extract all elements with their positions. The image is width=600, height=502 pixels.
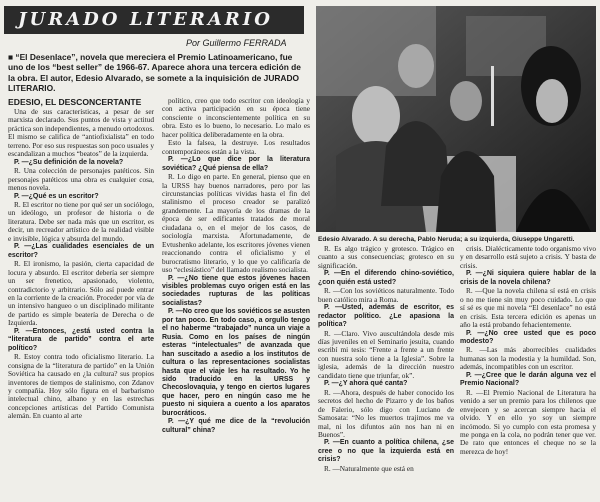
question-paragraph: P. —¿Qué es un escritor?: [14, 192, 99, 200]
question-paragraph: P. —¿No tiene que estos jóvenes hacen visibles problemas cuyo origen está en las sociedades rupturas de las políticas socialistas?: [162, 274, 310, 307]
section-title: JURADO LITERARIO: [4, 6, 304, 34]
body-paragraph: R. —Que la novela chilena sí está en crisis o no me tiene sin muy poco cuidado. Lo que sí sé es que mi novela “El desenlace” no está en crisis. Esta tercera edición es apenas un año la está probando fehacientemente.: [460, 286, 596, 330]
body-paragraph: R. —Claro. Vivo auscultándola desde mis días juveniles en el Seminario jesuita, cuando escribí mi tesis: “Frente a frente a un frente con nuestra solo tiene a la Iglesia”. Sobre la iglesia, además de la dirección nuestro candidato tiene que triunfar, ok”.: [318, 328, 454, 380]
question-paragraph: P. —¿Su definición de la novela?: [14, 158, 124, 166]
body-paragraph: R. El ironismo, la pasión, cierta capacidad de locura y absurdo. El escritor debería ser siempre un ser frenetico, apasionado, violento, contradictorio y arbitrario. Sólo así puede entrar en la corriente de la creación. Proceder por vía de un intensivo hangueo o un disciplinado militante de partido es simple beatería de Derecha o de Izquierda.: [8, 259, 154, 328]
question-paragraph: P. —¿Y qué me dice de la “revolución cultural” china?: [162, 418, 310, 434]
body-paragraph: R. Lo digo en parte. En general, pienso que en la URSS hay buenos narradores, pero por las circunstancias políticas vividas hasta el fin del stalinismo el proceso creador se paralizó grandemente. La mayoría de los dramas de la época de ser edificantes tratados de moral ciudadana o, en el mejor de los casos, de sociología marxista. Afortunadamente, de Evtushenko adelante, los escritores jóvenes vienen reaccionando contra el oficialismo y el burocratismo literario, y lo que yo calificaría de uso “eclesiástico” del llamado realismo socialista.: [162, 172, 310, 275]
question-paragraph: P. —¿Y ahora qué canta?: [324, 380, 408, 388]
body-paragraph: R. Estoy contra todo oficialismo literario. La consigna de la “literatura de partido” en la Unión Soviética ha causado en ¿la cultura? sus propios inventores de tiempos de stalinismo, con Zdanov y compañía. Hoy sólo figura en el barbarismo intelectual chino, albano y en las estrechas concepciones artísticas del Partido Comunista alemán. En cuanto al arte: [8, 352, 154, 421]
lead-paragraph: [8, 52, 308, 93]
body-paragraph: R. —Con los soviéticos naturalmente. Todo buen católico mira a Roma.: [318, 286, 454, 304]
question-paragraph: P. —En cuanto a política chilena, ¿se cree o no que la izquierda está en crisis?: [318, 439, 454, 464]
byline: Por Guillermo FERRADA: [186, 38, 287, 48]
body-paragraph: R. —El Premio Nacional de Literatura ha venido a ser un premio para los chilenos que envejecen y se acercan siempre hacia el olvido. Y en ello yo soy un siempre incómodo. Si yo cumplo con esta promesa y me ponga en la cola, no podrán tener que ver. De rato que entonces el cheque no se la merezca de hoy!: [460, 387, 596, 456]
question-paragraph: P. —¿Las cualidades esenciales de un escritor?: [8, 243, 154, 259]
photo-caption: Edesio Alvarado. A su derecha, Pablo Neruda; a su izquierda, Giuseppe Ungaretti.: [318, 236, 575, 243]
body-paragraph: R. Es algo trágico y grotesco. Trágico en cuanto a sus consecuencias; grotesco en su significación.: [318, 245, 454, 270]
body-paragraph: crisis. Dialécticamente todo organismo vivo y en desarrollo está sujeto a crisis. Y basta de crisis.: [460, 245, 596, 270]
lead-text: “El Desenlace”, novela que mereciera el Premio Latinoamericano, fue uno de los “best seller” de 1966-67. Aparece ahora una tercera edición de la obra. El autor, Edesio Alvarado, se somete a la inquisición de JURADO LITERARIO.: [8, 52, 301, 93]
body-paragraph: R. —Las más aborrecibles cualidades humanas son la modestia y la humildad. Son, además, incompatibles con un escritor.: [460, 345, 596, 372]
question-paragraph: P. —Usted, además de escritor, es redactor político. ¿Le apasiona la política?: [318, 304, 454, 329]
body-paragraph: político, creo que todo escritor con ideología y con activa participación en su época tiene consciente o inconscientemente política en su obra. Esto es lo bueno, lo necesario. Lo malo es hacer política deliberadamente en la obra.: [162, 97, 310, 139]
photo-image: [316, 6, 596, 232]
column-2: [162, 97, 310, 501]
column-3: [318, 245, 454, 501]
column-1: [8, 97, 154, 501]
question-paragraph: P. —En el diferendo chino-soviético, ¿con quién está usted?: [318, 270, 454, 286]
body-paragraph: Esto la falsea, la destruye. Los resultados contemporáneos están a la vista.: [162, 138, 310, 156]
article-heading: EDESIO, EL DESCONCERTANTE: [8, 97, 142, 107]
body-paragraph: R. —Naturalmente que está en: [324, 463, 414, 473]
question-paragraph: P. —¿Cree que le darán alguna vez el Premio Nacional?: [460, 371, 596, 388]
body-paragraph: Una de sus características, a pesar de ser marxista declarado. Sus puntos de vista y actitud práctica son independientes, a menudo ortodoxos. El mismo se califica de “antiofixialista” en todo terreno. Por eso sus respuestas son poco usuales y escandalizan a muchos “beatos” de la izquierda.: [8, 107, 154, 159]
question-paragraph: P. —¿Lo que dice por la literatura soviética? ¿Qué piensa de ella?: [162, 156, 310, 172]
photo: [316, 6, 596, 232]
body-paragraph: R. El escritor no tiene por qué ser un sociólogo, un ideólogo, un profesor de historia o de literatura. Debe ser nada más que un escritor, es decir, un recreador artístico de la realidad visible e invisible, lógica y absurda del mundo.: [8, 199, 154, 243]
column-4: [460, 245, 596, 501]
body-paragraph: R. —Ahora, después de haber conocido los secretos del hecho de Pizarro y de los baños de Falerio, sólo digo con Luciano de Samosata: “No les muertos trajimos me va mal, ni los difuntos aún nos han ni en Buenos”.: [318, 387, 454, 439]
question-paragraph: P. —¿No cree usted que es poco modesto?: [460, 329, 596, 345]
question-paragraph: P. —Entonces, ¿está usted contra la “literatura de partido” contra el arte político?: [8, 327, 154, 352]
lead-bullet-icon: ■: [8, 52, 14, 62]
question-paragraph: P. —¿Ni siquiera quiere hablar de la crisis de la novela chilena?: [460, 270, 596, 286]
body-paragraph: R. Una colección de personajes patéticos. Sin personajes patéticos una obra es cualquier cosa, menos novela.: [8, 166, 154, 193]
question-paragraph: P. —No creo que los soviéticos se asusten por tan poco. En todo caso, a orgullo tengo el no haberme “trabajado” nunca un viaje a Rusia. Como en los países de ningún esteras “intelectuales” de avanzada que han suscitado a asedio a los institutos de cultura o las representaciones socialistas hasta que el viaje les ha resultado. Yo he sido traducido en la URSS y Checoslovaquia, y tengo en ciertos lugares que hacer, pero en ningún caso me he puesto ni siquiera a cuento a los aparatos burocráticos.: [162, 308, 310, 417]
